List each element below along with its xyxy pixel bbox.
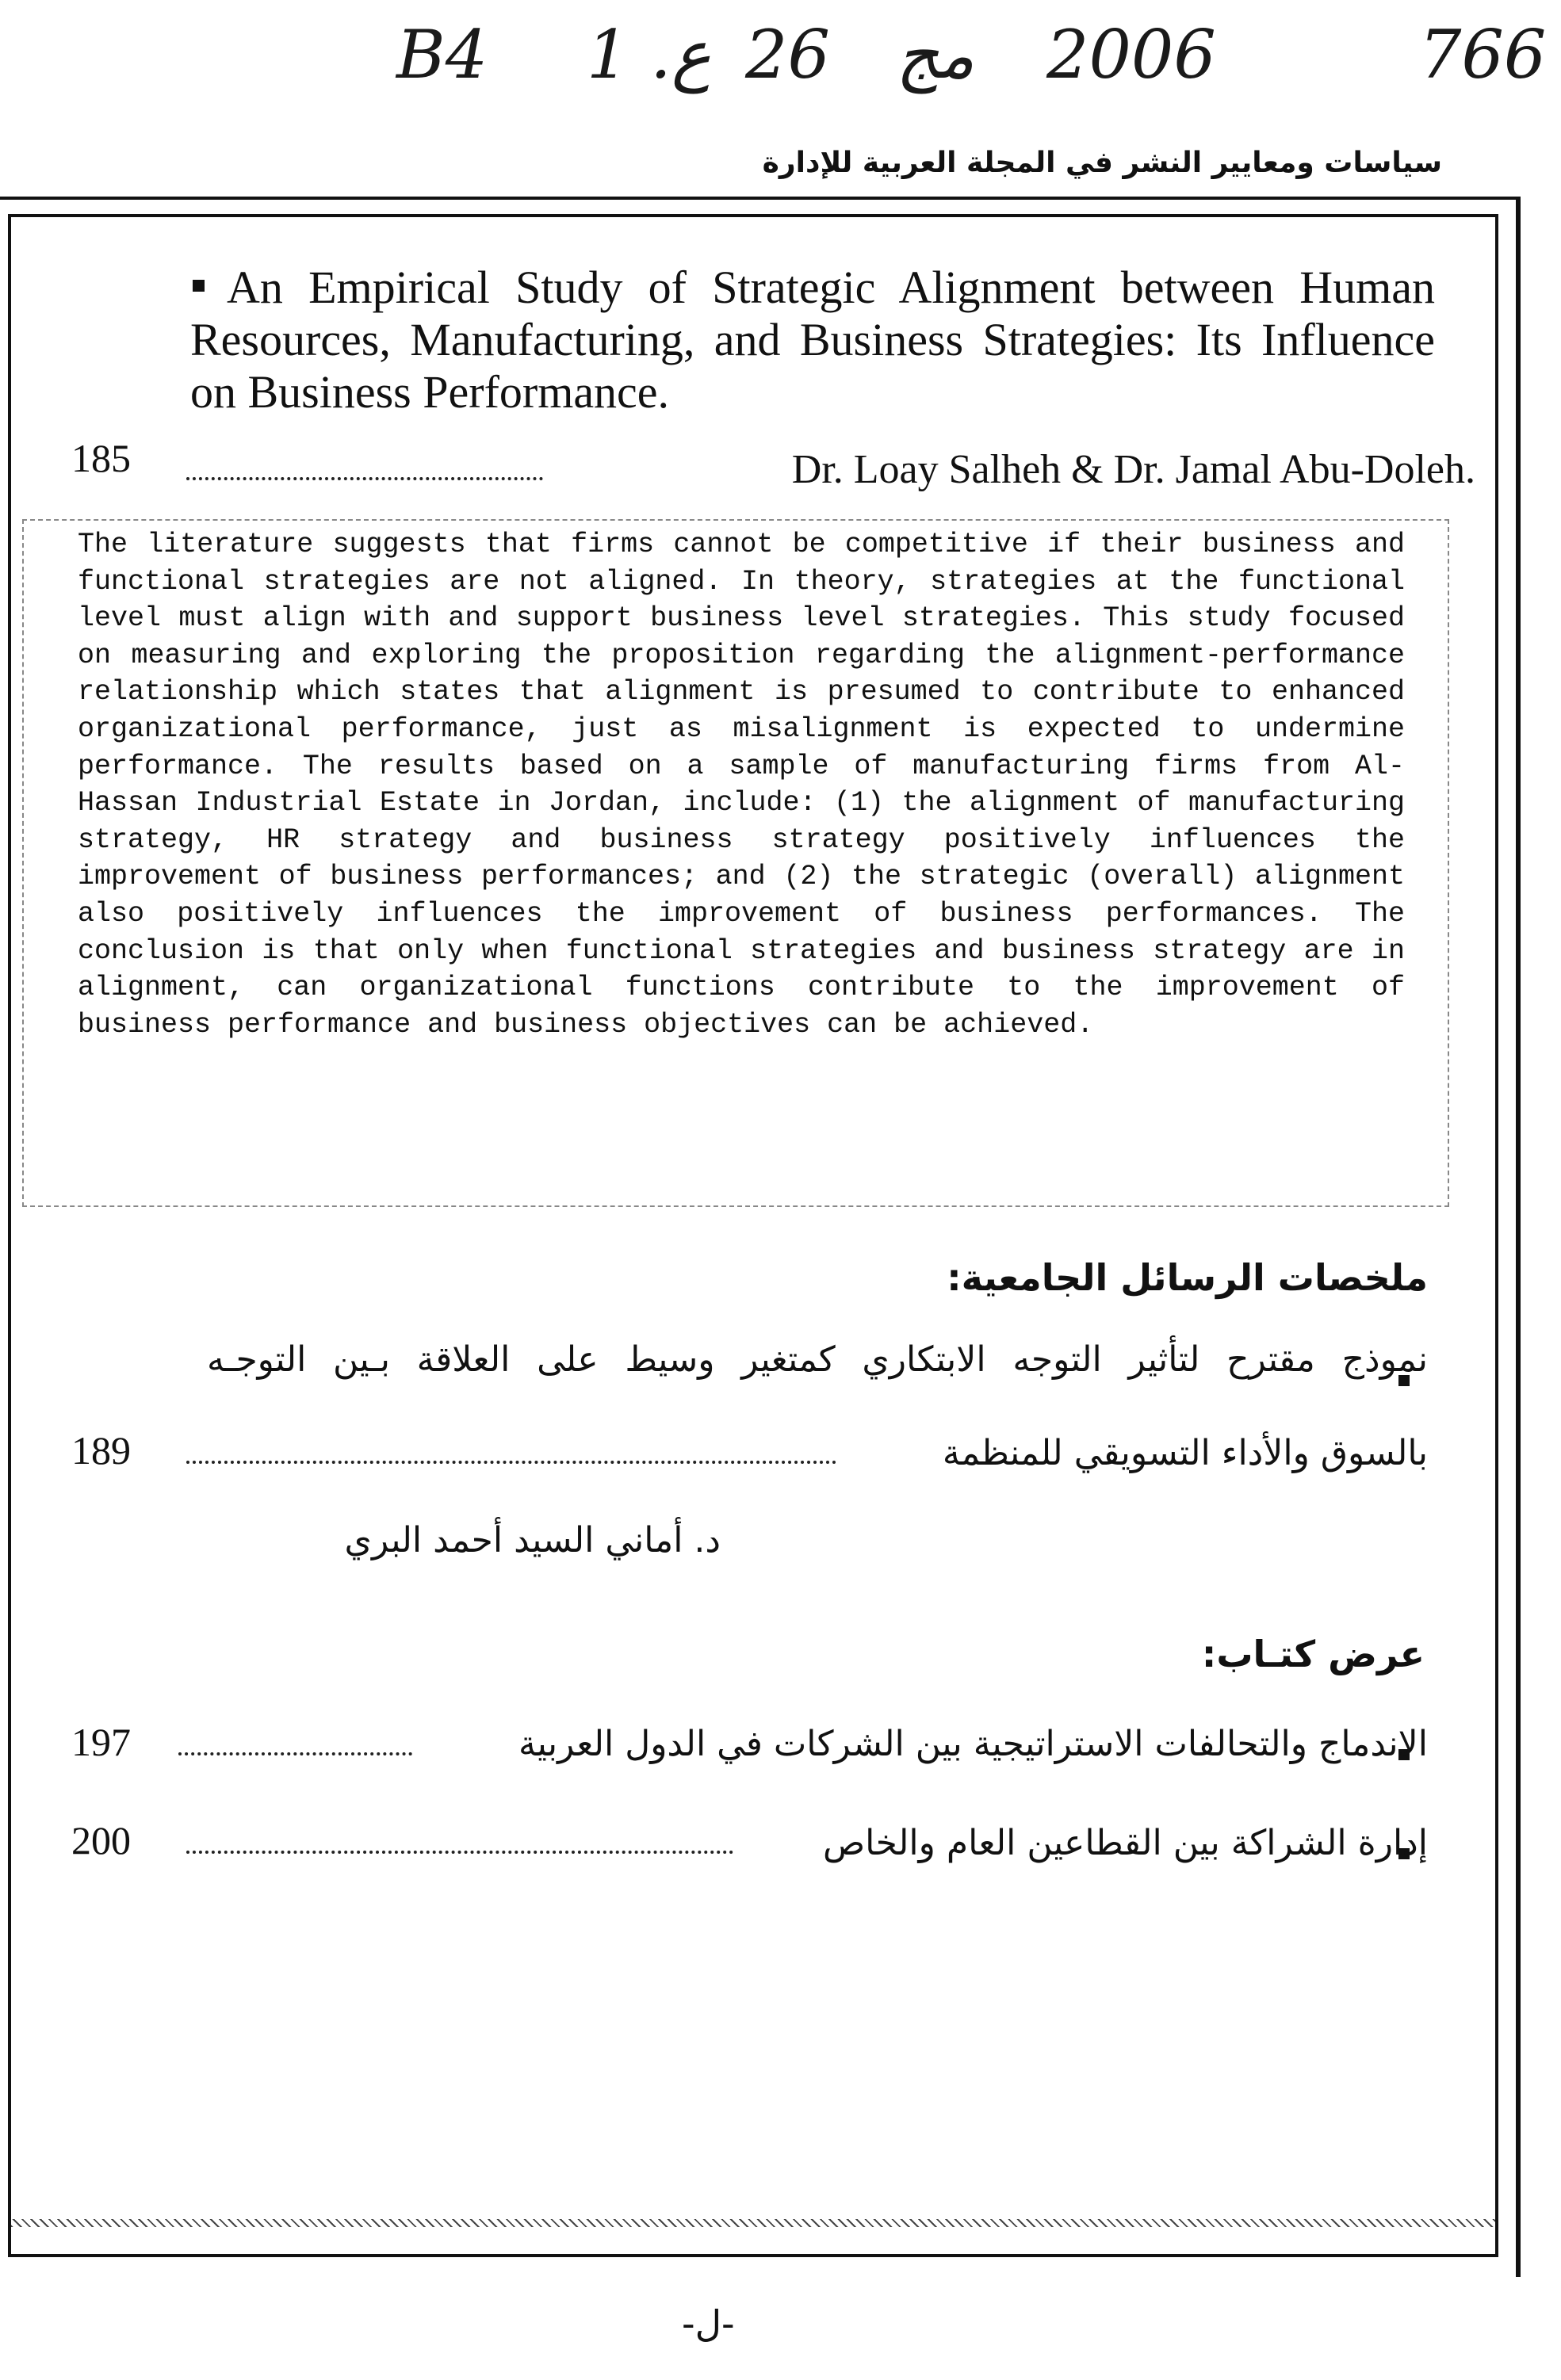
thesis-page-number: 189 [71,1428,131,1473]
handwritten-annotation-volume: B4 [396,16,488,94]
article-page-number: 185 [71,436,131,480]
book-page-number: 200 [71,1818,131,1862]
thesis-title-line-2: بالسوق والأداء التسويقي للمنظمة [942,1433,1428,1473]
frame-hatch-divider [11,2219,1495,2227]
book-title: إدارة الشراكة بين القطاعين العام والخاص [822,1823,1428,1863]
thesis-title-line-1: نموذج مقترح لتأثير التوجه الابتكاري كمتغير وسيط على العلاقة بـين التوجـه [207,1339,1428,1380]
abstract-text: The literature suggests that firms cannot be competitive if their business and functional strategies are not aligned. In theory, strategies at the functional level must align with and support business level strategies. This study focused on measuring and exploring the proposition regarding the alignment-performance relationship which states that alignment is presumed to contribute to enhanced organizational performance, just as misalignment is expected to undermine performance. The results based on a sample of manufacturing firms from Al-Hassan Industrial Estate in Jordan, include: (1) the alignment of manufacturing strategy, HR strategy and business strategy positively influences the improvement of business performances; and (2) the strategic (overall) alignment also positively influences the improvement of business performances. The conclusion is that only when functional strategies and business strategy are in alignment, can organizational functions contribute to the improvement of business performance and business objectives can be achieved. [78,529,1405,1041]
book-title: الاندماج والتحالفات الاستراتيجية بين الشركات في الدول العربية [518,1724,1428,1764]
book-page-number: 197 [71,1720,131,1764]
dot-leader [186,1461,836,1464]
running-header: سياسات ومعايير النشر في المجلة العربية للإدارة [762,147,1442,179]
thesis-author: د. أماني السيد أحمد البري [344,1520,721,1561]
book-section-heading: عرض كتـاب: [1201,1633,1425,1675]
dot-leader [186,1851,733,1854]
footer-page-marker: -ل- [682,2302,735,2345]
handwritten-annotation-issue: 1 .ع [587,16,711,94]
handwritten-annotation-label: مج [896,16,975,94]
thesis-section-heading: ملخصات الرسائل الجامعية: [947,1256,1428,1299]
article-title: An Empirical Study of Strategic Alignment between Human Resources, Manufacturing, and Business Strategies: Its Influence on Business Performance. [190,262,1435,418]
article-authors: Dr. Loay Salheh & Dr. Jamal Abu-Doleh. [791,447,1475,492]
handwritten-annotation-number: 26 [745,16,830,94]
dot-leader [178,1752,412,1755]
dot-leader [186,477,543,480]
handwritten-annotation-code: 766 [1419,16,1547,94]
handwritten-annotation-year: 2006 [1046,16,1216,94]
